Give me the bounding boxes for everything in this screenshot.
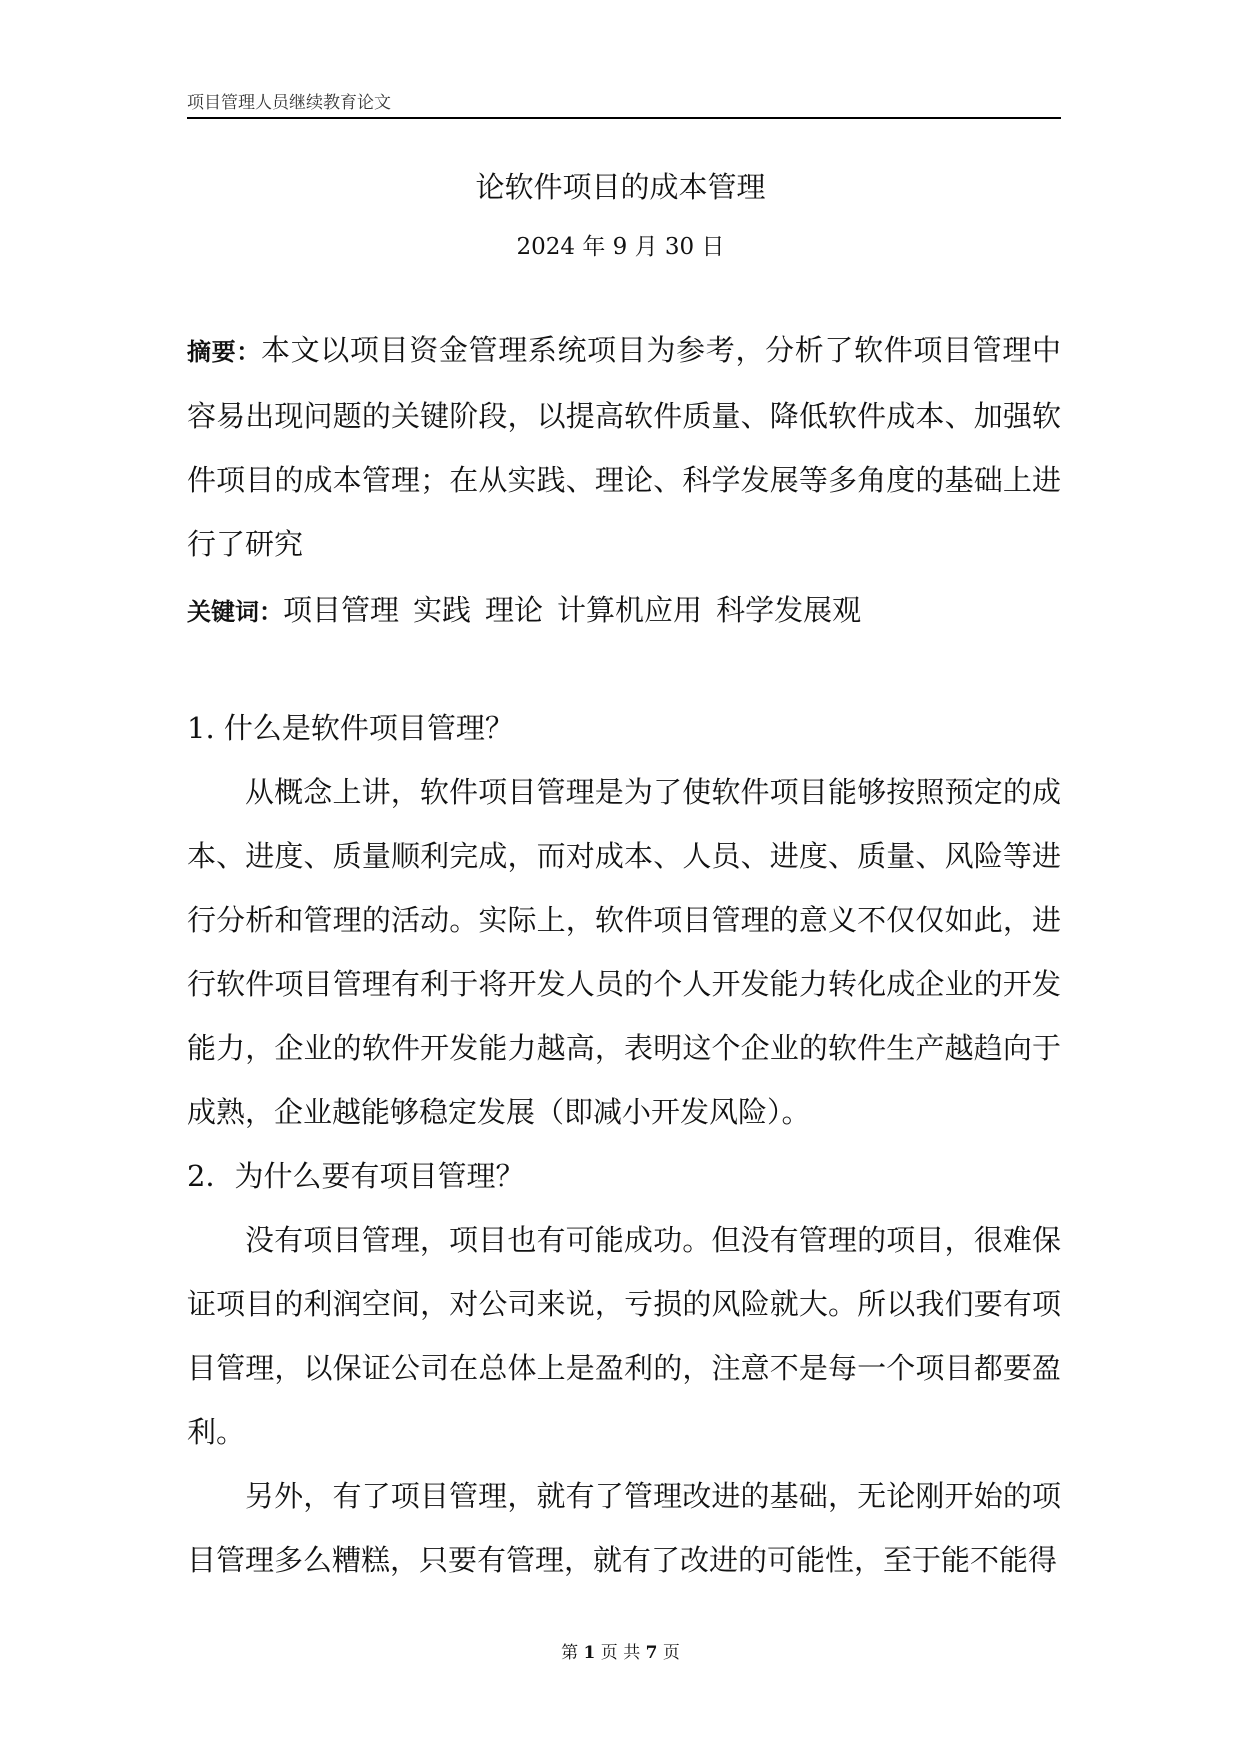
keyword: 计算机应用 (557, 593, 703, 627)
keyword: 实践 (413, 593, 472, 627)
running-header (187, 88, 1061, 119)
page-mid: 页 共 (600, 1643, 641, 1663)
keyword: 理论 (485, 593, 544, 627)
document-date: 2024 年 9 月 30 日 (516, 234, 725, 260)
section-1-paragraph: 从概念上讲，软件项目管理是为了使软件项目能够按照预定的成本、进度、质量顺利完成，而对成本、人员、进度、质量、风险等进行分析和管理的活动。实际上，软件项目管理的意义不仅仅如此，进行软件项目管理有利于将开发人员的个人开发能力转化成企业的开发能力，企业的软件开发能力越高，表明这个企业的软件生产越趋向于成熟，企业越能够稳定发展（即减小开发风险）。 (187, 775, 1061, 1129)
keyword: 科学发展观 (716, 593, 862, 627)
keywords-label: 关键词： (187, 598, 283, 626)
page-footer (0, 1638, 1241, 1663)
document-body (187, 318, 1061, 1592)
abstract-label: 摘要： (187, 338, 261, 366)
page-suffix: 页 (662, 1643, 680, 1663)
section-heading-2: 2．为什么要有项目管理？ (187, 1159, 525, 1193)
section-2-paragraph: 另外，有了项目管理，就有了管理改进的基础，无论刚开始的项目管理多么糟糕，只要有管理，就有了改进的可能性，至于能不能得 (187, 1479, 1061, 1577)
keyword: 项目管理 (283, 593, 400, 627)
keywords (187, 578, 1061, 644)
section-2-paragraph: 没有项目管理，项目也有可能成功。但没有管理的项目，很难保证项目的利润空间，对公司来说，亏损的风险就大。所以我们要有项目管理，以保证公司在总体上是盈利的，注意不是每一个项目都要盈利。 (187, 1223, 1061, 1449)
total-pages: 7 (645, 1643, 658, 1663)
abstract-text: 本文以项目资金管理系统项目为参考，分析了软件项目管理中容易出现问题的关键阶段，以提高软件质量、降低软件成本、加强软件项目的成本管理；在从实践、理论、科学发展等多角度的基础上进行了研究 (187, 333, 1061, 561)
document-title: 论软件项目的成本管理 (475, 170, 766, 204)
section-heading-1: 1. 什么是软件项目管理？ (187, 711, 514, 745)
page-prefix: 第 (561, 1643, 579, 1663)
running-header-title: 项目管理人员继续教育论文 (187, 93, 391, 113)
abstract (187, 318, 1061, 576)
page-number: 1 (583, 1643, 596, 1663)
